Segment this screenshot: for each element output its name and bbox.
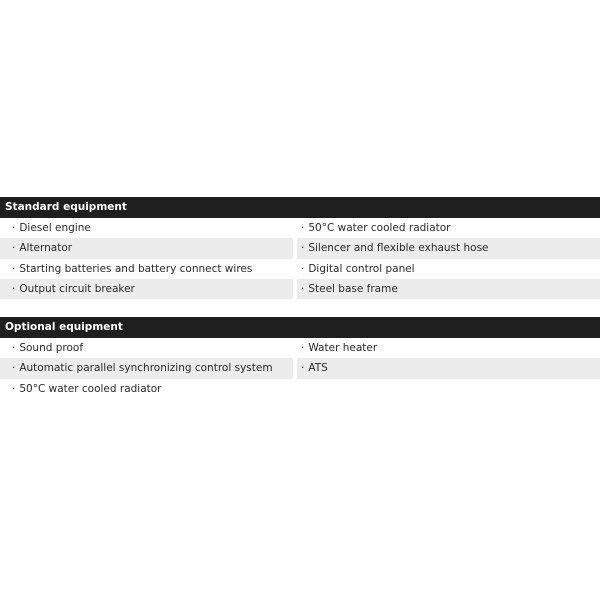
standard-equipment-list — [0, 218, 600, 299]
bullet-icon: · — [12, 262, 16, 275]
list-item: · Output circuit breaker — [0, 279, 293, 299]
bullet-icon: · — [301, 222, 305, 234]
bullet-icon: · — [301, 262, 305, 275]
list-item: · Alternator — [0, 238, 293, 258]
list-item: · Sound proof — [0, 338, 293, 358]
list-item: · Starting batteries and battery connect wires — [0, 259, 293, 279]
bullet-icon: · — [12, 222, 16, 234]
bullet-icon: · — [301, 242, 305, 255]
optional-equipment-header: Optional equipment — [0, 317, 600, 338]
optional-equipment-list — [0, 338, 600, 399]
list-item: · Silencer and flexible exhaust hose — [297, 238, 600, 258]
list-item: · ATS — [297, 358, 600, 378]
standard-equipment-header: Standard equipment — [0, 197, 600, 218]
bullet-icon: · — [12, 362, 16, 375]
list-item: · Digital control panel — [297, 259, 600, 279]
bullet-icon: · — [301, 342, 305, 354]
list-item: · Water heater — [297, 338, 600, 358]
list-item-empty — [297, 379, 600, 399]
bullet-icon: · — [301, 282, 305, 295]
bullet-icon: · — [12, 382, 16, 395]
list-item: · Automatic parallel synchronizing control system — [0, 358, 293, 378]
bullet-icon: · — [12, 342, 16, 354]
optional-equipment-section — [0, 317, 600, 399]
bullet-icon: · — [12, 242, 16, 255]
list-item: · 50°C water cooled radiator — [297, 218, 600, 238]
list-item: · Diesel engine — [0, 218, 293, 238]
bullet-icon: · — [12, 282, 16, 295]
list-item: · Steel base frame — [297, 279, 600, 299]
standard-equipment-section — [0, 197, 600, 299]
bullet-icon: · — [301, 362, 305, 375]
list-item: · 50°C water cooled radiator — [0, 379, 293, 399]
